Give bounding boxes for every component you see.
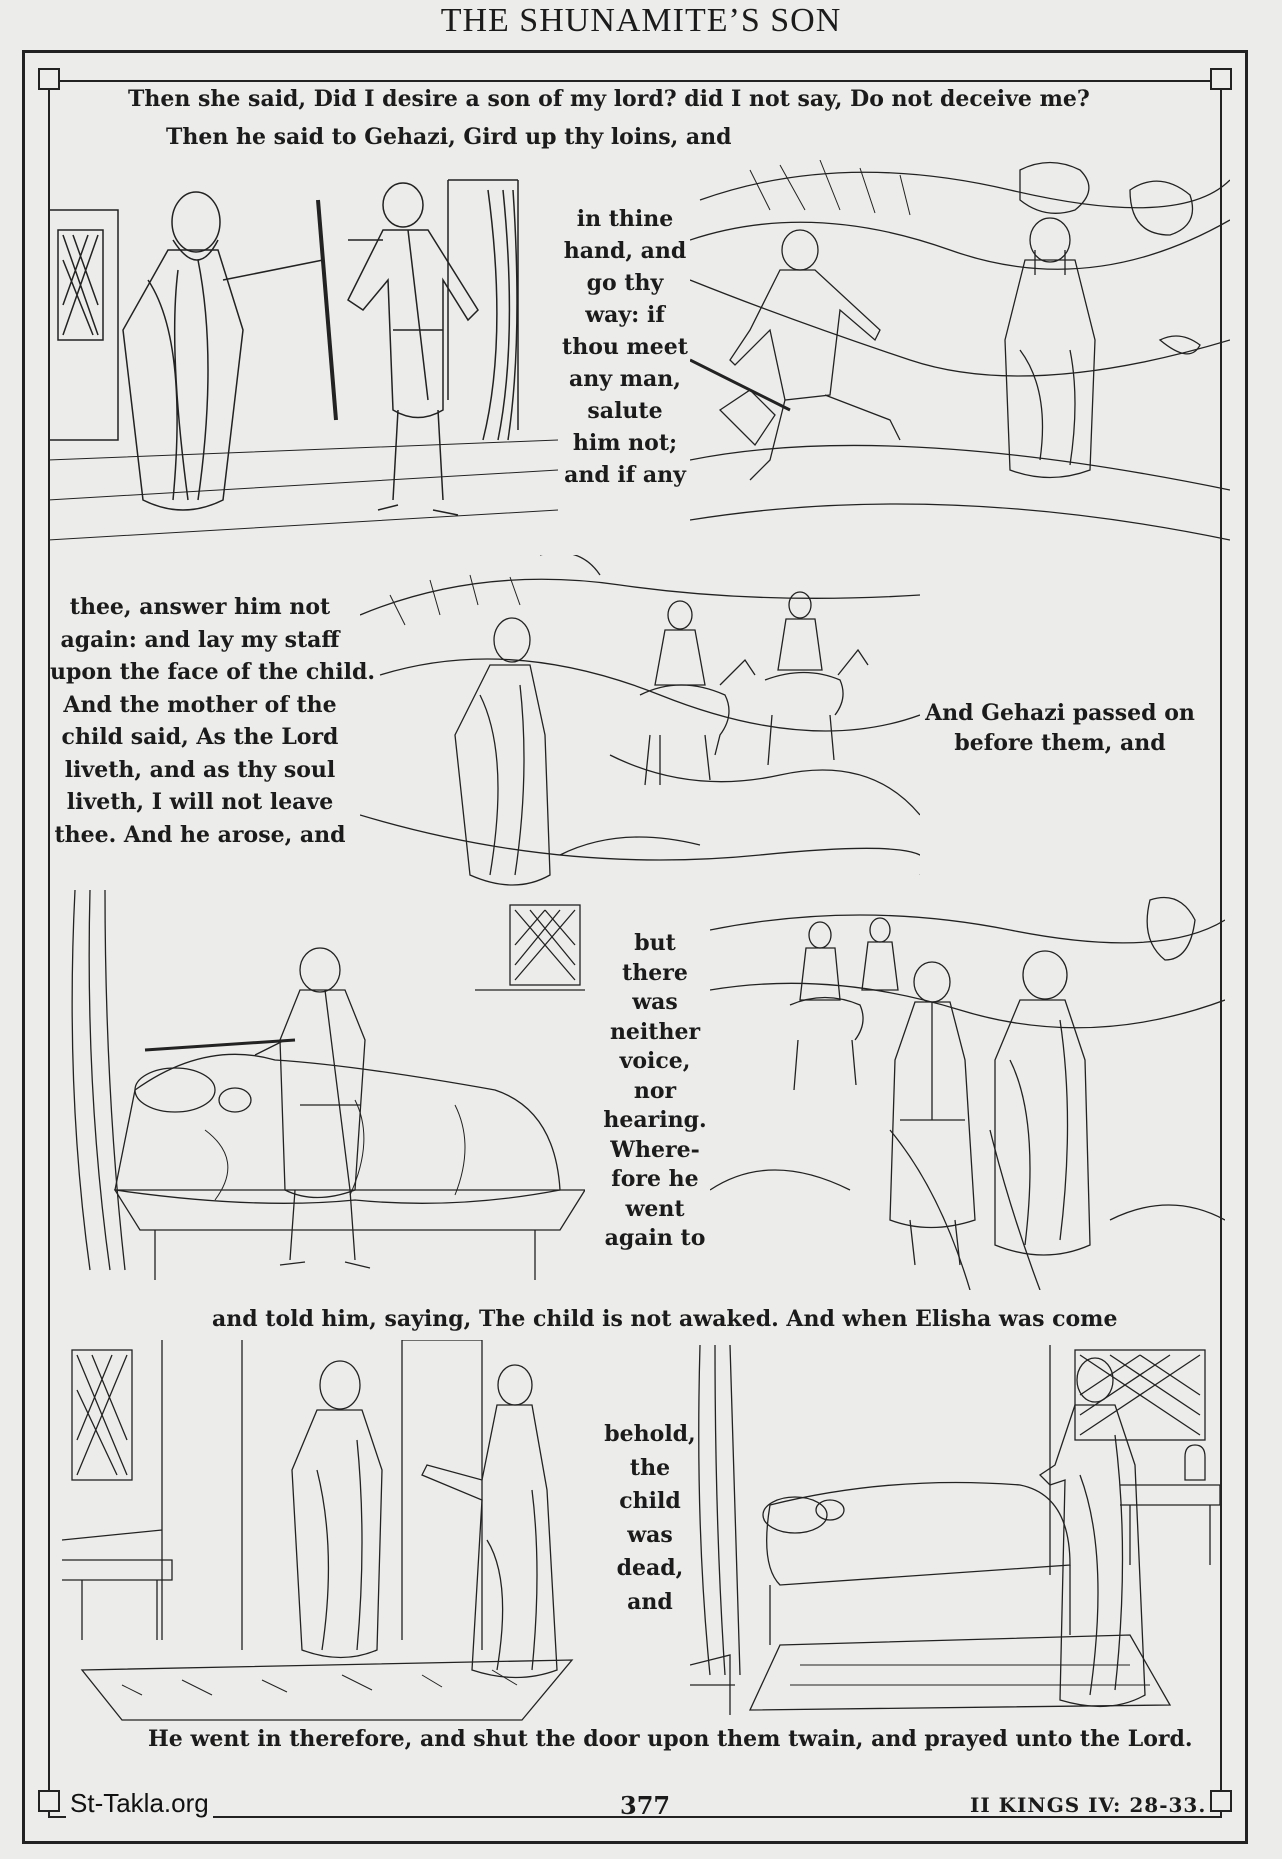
text-column-3-line: was xyxy=(627,1521,673,1548)
illustration-elisha-by-bed-art xyxy=(690,1345,1220,1725)
text-left-line: upon the face of the child. xyxy=(50,659,376,685)
text-column-2-line: again to xyxy=(604,1225,706,1251)
text-column-1 xyxy=(560,203,690,491)
text-column-2-line: went xyxy=(625,1195,685,1222)
illustration-staff-on-child-art xyxy=(55,890,585,1290)
text-column-3-line: dead, xyxy=(616,1555,684,1581)
illustration-riders-on-road xyxy=(360,555,920,900)
text-left-line: child said, As the Lord xyxy=(61,724,339,750)
text-column-1-line: hand, and xyxy=(563,238,687,264)
text-column-2-line: nor xyxy=(633,1077,677,1104)
text-column-1-line: and if any xyxy=(564,462,686,488)
text-left-line: And the mother of the xyxy=(63,691,337,718)
illustration-riders-on-road-art xyxy=(360,555,920,900)
illustration-gehazi-meets-elisha xyxy=(710,890,1225,1290)
illustration-elisha-at-door xyxy=(62,1340,602,1730)
text-column-3-line: the xyxy=(629,1454,671,1481)
text-column-1-line: salute xyxy=(587,398,663,424)
illustration-elisha-gives-staff xyxy=(48,170,558,580)
text-right-line: before them, and xyxy=(954,730,1166,756)
illustration-gehazi-runs-art xyxy=(690,160,1230,555)
text-left-line: again: and lay my staff xyxy=(60,626,340,653)
scripture-reference: II KINGS IV: 28-33. xyxy=(970,1793,1207,1817)
illustration-elisha-gives-staff-art xyxy=(48,170,558,580)
text-column-1-line: thou meet xyxy=(562,334,688,360)
illustration-gehazi-runs xyxy=(690,160,1230,555)
corner-ornament-top-left xyxy=(38,68,60,90)
text-column-2-line: fore he xyxy=(611,1166,699,1192)
text-left-line: liveth, I will not leave xyxy=(66,789,334,815)
text-left-block xyxy=(50,591,376,851)
text-left-line: thee. And he arose, and xyxy=(54,821,346,848)
illustration-gehazi-meets-elisha-art xyxy=(710,890,1225,1290)
text-right-block xyxy=(925,698,1195,758)
corner-ornament-bottom-left xyxy=(38,1790,60,1812)
watermark: St-Takla.org xyxy=(66,1788,213,1819)
text-left-line: thee, answer him not xyxy=(69,594,331,620)
corner-ornament-bottom-right xyxy=(1210,1790,1232,1812)
text-column-3-line: behold, xyxy=(604,1421,696,1447)
text-right-line: And Gehazi passed on xyxy=(925,700,1195,726)
text-column-1-line: go thy xyxy=(586,270,664,296)
page-title: THE SHUNAMITE’S SON xyxy=(440,2,842,39)
text-column-2-line: hearing. xyxy=(603,1107,707,1133)
text-column-2-line: but xyxy=(634,930,676,956)
text-column-2 xyxy=(590,929,720,1254)
illustration-elisha-by-bed xyxy=(690,1345,1220,1725)
text-column-3-line: and xyxy=(627,1588,673,1615)
text-column-2-line: neither xyxy=(609,1018,701,1045)
text-column-3-line: child xyxy=(619,1488,681,1514)
corner-ornament-top-right xyxy=(1210,68,1232,90)
text-column-2-line: was xyxy=(632,989,678,1015)
illustration-elisha-at-door-art xyxy=(62,1340,602,1730)
text-column-1-line: any man, xyxy=(569,366,681,392)
text-line-mid: and told him, saying, The child is not awaked. And when Elisha was come xyxy=(212,1306,1118,1332)
text-column-1-line: way: if xyxy=(585,302,665,328)
text-line-2: Then he said to Gehazi, Gird up thy loins, and xyxy=(166,124,732,150)
text-left-line: liveth, and as thy soul xyxy=(64,756,336,783)
text-column-3 xyxy=(604,1418,696,1619)
text-column-2-line: there xyxy=(622,959,688,986)
text-column-2-line: voice, xyxy=(619,1048,691,1074)
text-column-1-line: him not; xyxy=(572,430,678,456)
text-line-1: Then she said, Did I desire a son of my lord? did I not say, Do not deceive me? xyxy=(128,86,1090,112)
text-column-2-line: Where- xyxy=(610,1136,700,1163)
page-number: 377 xyxy=(620,1791,671,1820)
text-line-bottom: He went in therefore, and shut the door upon them twain, and prayed unto the Lord. xyxy=(148,1726,1193,1752)
text-column-1-line: in thine xyxy=(576,206,674,232)
illustration-staff-on-child xyxy=(55,890,585,1290)
